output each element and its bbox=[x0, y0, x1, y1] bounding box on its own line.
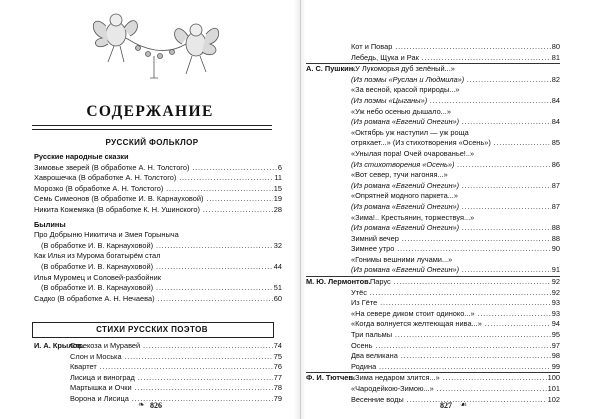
item-page: 94 bbox=[551, 319, 560, 329]
item-title: Утёс ..... bbox=[351, 288, 560, 299]
item-title: Про Добрыню Никитича и Змея Горыныча bbox=[34, 230, 179, 240]
item-page: 93 bbox=[551, 298, 560, 308]
item-title: (Из романа «Евгений Онегин») ..... bbox=[351, 223, 560, 234]
book-gutter bbox=[294, 0, 306, 419]
list-item bbox=[306, 384, 560, 395]
list-item bbox=[306, 160, 560, 171]
list-item bbox=[306, 319, 560, 330]
list-item bbox=[306, 53, 560, 64]
list-item bbox=[34, 173, 282, 184]
item-page: 19 bbox=[273, 194, 282, 204]
list-item bbox=[34, 383, 282, 394]
item-page: 93 bbox=[551, 308, 560, 318]
item-title: «Зима недаром злится...» ..... bbox=[351, 373, 560, 384]
item-title: Квартет ..... bbox=[70, 362, 282, 371]
list-item bbox=[306, 288, 560, 299]
list-item bbox=[306, 170, 560, 181]
list-item bbox=[34, 163, 282, 174]
item-title: Зимнее утро ..... bbox=[351, 244, 560, 255]
list-item bbox=[306, 138, 560, 149]
item-page: 92 bbox=[551, 287, 560, 297]
item-page: 15 bbox=[273, 183, 282, 193]
item-title: Как Илья из Мурома богатырём стал bbox=[34, 251, 161, 261]
item-title: «Унылая пора! Очей очарованье!..» bbox=[351, 148, 475, 158]
item-page: 74 bbox=[273, 341, 282, 350]
item-page: 88 bbox=[551, 233, 560, 243]
item-title: Весенние воды ..... bbox=[351, 395, 560, 406]
page-number-left: 826 bbox=[150, 401, 162, 410]
item-title: Слон и Моська ..... bbox=[70, 352, 282, 361]
item-page: 84 bbox=[551, 95, 560, 105]
item-title: (В обработке И. В. Карнауховой) ..... bbox=[41, 283, 282, 292]
item-title: (Из романа «Евгений Онегин») ..... bbox=[351, 117, 560, 128]
item-title: (Из романа «Евгений Онегин») ..... bbox=[351, 202, 560, 213]
item-title: Из Гёте ..... bbox=[351, 298, 560, 309]
list-item bbox=[34, 373, 282, 384]
item-title: «За весной, красой природы...» bbox=[351, 85, 460, 95]
author-name: Ф. И. Тютчев. bbox=[306, 373, 355, 383]
item-title: «Октябрь уж наступил — уж роща bbox=[351, 127, 469, 137]
item-page: 6 bbox=[277, 162, 282, 172]
list-item bbox=[34, 283, 282, 294]
list-item bbox=[306, 223, 560, 234]
item-page: 100 bbox=[547, 373, 560, 383]
item-page: 82 bbox=[551, 74, 560, 84]
item-page: 51 bbox=[273, 283, 282, 293]
list-item bbox=[306, 265, 560, 276]
list-item bbox=[34, 251, 282, 262]
item-title: Садко (В обработке А. Н. Нечаева) ..... bbox=[34, 294, 282, 303]
item-title: Никита Кожемяка (В обработке К. Н. Ушинского) ..... bbox=[34, 205, 282, 214]
item-title: Лебедь, Щука и Рак ..... bbox=[351, 53, 560, 64]
list-item bbox=[34, 230, 282, 241]
list-item bbox=[306, 372, 560, 384]
item-page: 84 bbox=[551, 117, 560, 127]
author-name: И. А. Крылов. bbox=[34, 341, 84, 350]
item-title: «Зима!.. Крестьянин, торжествуя...» bbox=[351, 212, 475, 222]
list-item bbox=[306, 202, 560, 213]
item-title: «Чародейкою-Зимою...» ..... bbox=[351, 384, 560, 395]
item-title: (В обработке И. В. Карнауховой) ..... bbox=[41, 262, 282, 271]
item-page: 98 bbox=[551, 351, 560, 361]
list-item bbox=[306, 63, 560, 75]
item-title: Кот и Повар ..... bbox=[351, 42, 560, 53]
list-item bbox=[306, 341, 560, 352]
item-title: «Гонимы вешними лучами...» bbox=[351, 254, 453, 264]
item-title: Морозко (В обработке А. Н. Толстого) ..... bbox=[34, 184, 282, 193]
section-title-folklore: РУССКИЙ ФОЛЬКЛОР bbox=[105, 138, 199, 147]
list-item bbox=[306, 117, 560, 128]
item-title: «Вот север, тучи нагоняя...» bbox=[351, 170, 448, 180]
list-item bbox=[306, 75, 560, 86]
item-title: Родина ..... bbox=[351, 362, 560, 373]
item-page: 32 bbox=[273, 240, 282, 250]
item-page: 92 bbox=[551, 277, 560, 287]
list-item bbox=[306, 234, 560, 245]
list-item bbox=[306, 255, 560, 266]
item-title: Лисица и виноград ..... bbox=[70, 373, 282, 382]
item-page: 95 bbox=[551, 330, 560, 340]
page-ornament-right: ☙ bbox=[460, 400, 468, 409]
item-page: 11 bbox=[274, 173, 282, 183]
list-item bbox=[306, 330, 560, 341]
list-item bbox=[306, 395, 560, 406]
item-title: (Из романа «Евгений Онегин») ..... bbox=[351, 181, 560, 192]
item-page: 60 bbox=[273, 293, 282, 303]
item-title: Парус ..... bbox=[370, 277, 560, 288]
item-page: 81 bbox=[551, 52, 560, 62]
item-title: «Когда волнуется желтеющая нива...» ..... bbox=[351, 319, 560, 330]
page-title: СОДЕРЖАНИЕ bbox=[86, 103, 214, 120]
item-title: (Из романа «Евгений Онегин») ..... bbox=[351, 265, 560, 276]
item-title: (Из поэмы «Руслан и Людмила») ..... bbox=[351, 75, 560, 86]
section-title-poets: СТИХИ РУССКИХ ПОЭТОВ bbox=[96, 325, 208, 334]
author-name: М. Ю. Лермонтов. bbox=[306, 277, 371, 287]
author-name: А. С. Пушкин. bbox=[306, 64, 356, 74]
item-page: 91 bbox=[551, 265, 560, 275]
item-title: Осень ..... bbox=[351, 341, 560, 352]
item-title: Хаврошечка (В обработке А. Н. Толстого) ..... bbox=[34, 173, 282, 182]
list-item bbox=[34, 352, 282, 363]
list-item bbox=[306, 107, 560, 118]
item-title: отряхает...» (Из стихотворения «Осень») ..... bbox=[351, 138, 560, 149]
item-title: (Из стихотворения «Осень») ..... bbox=[351, 160, 560, 171]
list-heading bbox=[34, 220, 282, 231]
list-item bbox=[34, 294, 282, 305]
item-title: Зимний вечер ..... bbox=[351, 234, 560, 245]
list-heading bbox=[34, 152, 282, 163]
list-item bbox=[34, 273, 282, 284]
item-page: 78 bbox=[273, 383, 282, 393]
item-page: 90 bbox=[551, 244, 560, 254]
item-page: 88 bbox=[551, 223, 560, 233]
item-page: 86 bbox=[551, 159, 560, 169]
list-item bbox=[34, 194, 282, 205]
list-item bbox=[306, 244, 560, 255]
item-page: 28 bbox=[273, 204, 282, 214]
item-title: Ворона и Лисица ..... bbox=[70, 394, 282, 403]
item-title: «Опрятней модного паркета...» bbox=[351, 191, 458, 201]
item-page: 87 bbox=[551, 180, 560, 190]
item-title: (Из поэмы «Цыганы») ..... bbox=[351, 96, 560, 107]
cherubs-illustration bbox=[88, 4, 224, 82]
item-page: 99 bbox=[551, 361, 560, 371]
item-page: 97 bbox=[551, 340, 560, 350]
page-number-right: 827 bbox=[440, 401, 452, 410]
list-item bbox=[306, 362, 560, 373]
item-title: Три пальмы ..... bbox=[351, 330, 560, 341]
item-page: 102 bbox=[547, 394, 560, 404]
list-item bbox=[306, 149, 560, 160]
item-page: 77 bbox=[273, 372, 282, 382]
list-item bbox=[306, 85, 560, 96]
list-item bbox=[34, 341, 282, 352]
list-item bbox=[306, 298, 560, 309]
list-item bbox=[34, 262, 282, 273]
list-item bbox=[34, 362, 282, 373]
page-ornament-left: ❧ bbox=[138, 400, 145, 409]
list-item bbox=[306, 213, 560, 224]
item-title: Два великана ..... bbox=[351, 351, 560, 362]
krylov-list bbox=[34, 341, 282, 405]
item-title: «На севере диком стоит одиноко...» ..... bbox=[351, 309, 560, 320]
list-item bbox=[306, 181, 560, 192]
item-title: Зимовье зверей (В обработке А. Н. Толстого) ..... bbox=[34, 163, 282, 172]
item-title: Семь Симеонов (В обработке И. В. Карнауховой) ..... bbox=[34, 194, 282, 203]
poets-list bbox=[306, 42, 560, 405]
list-item bbox=[34, 184, 282, 195]
item-page: 75 bbox=[273, 351, 282, 361]
item-page: 87 bbox=[551, 201, 560, 211]
item-page: 101 bbox=[547, 384, 560, 393]
list-item bbox=[306, 128, 560, 139]
list-item bbox=[34, 205, 282, 216]
item-page: 76 bbox=[273, 362, 282, 372]
item-title: Стрекоза и Муравей ..... bbox=[70, 341, 282, 350]
list-item bbox=[306, 309, 560, 320]
list-item bbox=[306, 351, 560, 362]
item-title: Былины bbox=[34, 219, 66, 229]
item-title: Мартышка и Очки ..... bbox=[70, 383, 282, 392]
item-page: 85 bbox=[551, 138, 560, 148]
list-item bbox=[306, 276, 560, 288]
list-item bbox=[306, 42, 560, 53]
item-page: 79 bbox=[273, 393, 282, 403]
list-item bbox=[34, 241, 282, 252]
item-title: «У Лукоморья дуб зелёный...» bbox=[351, 64, 455, 74]
item-page: 80 bbox=[551, 42, 560, 51]
title-rule bbox=[32, 125, 272, 130]
folklore-list bbox=[34, 152, 282, 304]
item-page: 44 bbox=[273, 261, 282, 271]
list-item bbox=[306, 96, 560, 107]
item-title: Русские народные сказки bbox=[34, 152, 129, 161]
item-title: Илья Муромец и Соловей-разбойник bbox=[34, 272, 161, 282]
list-item bbox=[306, 191, 560, 202]
item-title: (В обработке И. В. Карнауховой) ..... bbox=[41, 241, 282, 250]
item-title: «Уж небо осенью дышало...» bbox=[351, 106, 451, 116]
